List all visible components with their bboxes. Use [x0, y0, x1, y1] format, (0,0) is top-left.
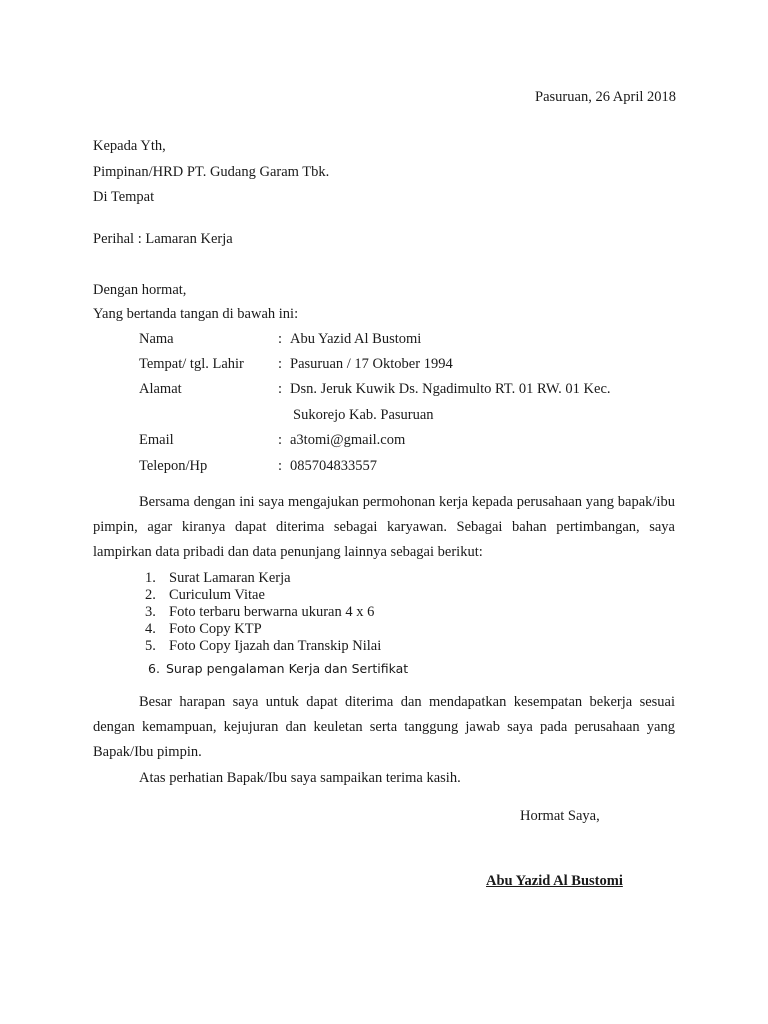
list-text: Curiculum Vitae: [169, 587, 265, 603]
thanks-line: Atas perhatian Bapak/Ibu saya sampaikan terima kasih.: [139, 770, 461, 786]
field-value-address-cont: Sukorejo Kab. Pasuruan: [293, 407, 434, 423]
field-value-address: Dsn. Jeruk Kuwik Ds. Ngadimulto RT. 01 RW. 01 Kec.: [290, 381, 611, 397]
list-text: Surat Lamaran Kerja: [169, 570, 291, 586]
list-item: [145, 604, 381, 621]
list-item: [145, 621, 381, 638]
list-number: 5.: [145, 638, 156, 654]
list-number: 3.: [145, 604, 156, 620]
list-item: [145, 587, 381, 604]
list-text: Foto terbaru berwarna ukuran 4 x 6: [169, 604, 375, 620]
field-separator: :: [278, 432, 283, 448]
field-value-email: a3tomi@gmail.com: [290, 432, 406, 448]
list-number: 1.: [145, 570, 156, 586]
list-item: [145, 638, 381, 655]
recipient-location: Di Tempat: [93, 189, 155, 205]
signer-name: Abu Yazid Al Bustomi: [486, 873, 623, 889]
field-value-phone: 085704833557: [290, 458, 377, 474]
subject-line: Perihal : Lamaran Kerja: [93, 231, 233, 247]
place-date: Pasuruan, 26 April 2018: [535, 89, 676, 105]
field-label-email: Email: [139, 432, 174, 448]
field-separator: :: [278, 458, 283, 474]
recipient-name: Pimpinan/HRD PT. Gudang Garam Tbk.: [93, 164, 330, 180]
closing: Hormat Saya,: [520, 808, 600, 824]
list-text: Foto Copy Ijazah dan Transkip Nilai: [169, 638, 382, 654]
list-number: 2.: [145, 587, 156, 603]
list-number: 6.: [148, 661, 160, 676]
list-item: [145, 570, 381, 587]
list-item: [148, 661, 408, 676]
field-separator: :: [278, 381, 283, 397]
field-separator: :: [278, 356, 283, 372]
hope-paragraph: Besar harapan saya untuk dapat diterima dan mendapatkan kesempatan bekerja sesuai dengan kemampuan, kejujuran dan keuletan serta tanggung jawab saya pada perusahaan yang Bapak/Ibu pimpin.: [93, 694, 675, 760]
recipient-salutation: Kepada Yth,: [93, 138, 166, 154]
greeting: Dengan hormat,: [93, 282, 187, 298]
list-number: 4.: [145, 621, 156, 637]
field-separator: :: [278, 331, 283, 347]
field-label-birth: Tempat/ tgl. Lahir: [139, 356, 244, 372]
field-label-phone: Telepon/Hp: [139, 458, 208, 474]
field-value-birth: Pasuruan / 17 Oktober 1994: [290, 356, 453, 372]
attachment-list: [145, 570, 381, 655]
intro-line: Yang bertanda tangan di bawah ini:: [93, 306, 299, 322]
body-paragraph: Bersama dengan ini saya mengajukan permohonan kerja kepada perusahaan yang bapak/ibu pimpin, agar kiranya dapat diterima sebagai karyawan. Sebagai bahan pertimbangan, saya lampirkan data pribadi dan data penunjang lainnya sebagai berikut:: [93, 494, 675, 560]
list-text: Surap pengalaman Kerja dan Sertifikat: [166, 661, 409, 676]
field-label-address: Alamat: [139, 381, 182, 397]
list-text: Foto Copy KTP: [169, 621, 262, 637]
field-label-name: Nama: [139, 331, 174, 347]
field-value-name: Abu Yazid Al Bustomi: [290, 331, 422, 347]
